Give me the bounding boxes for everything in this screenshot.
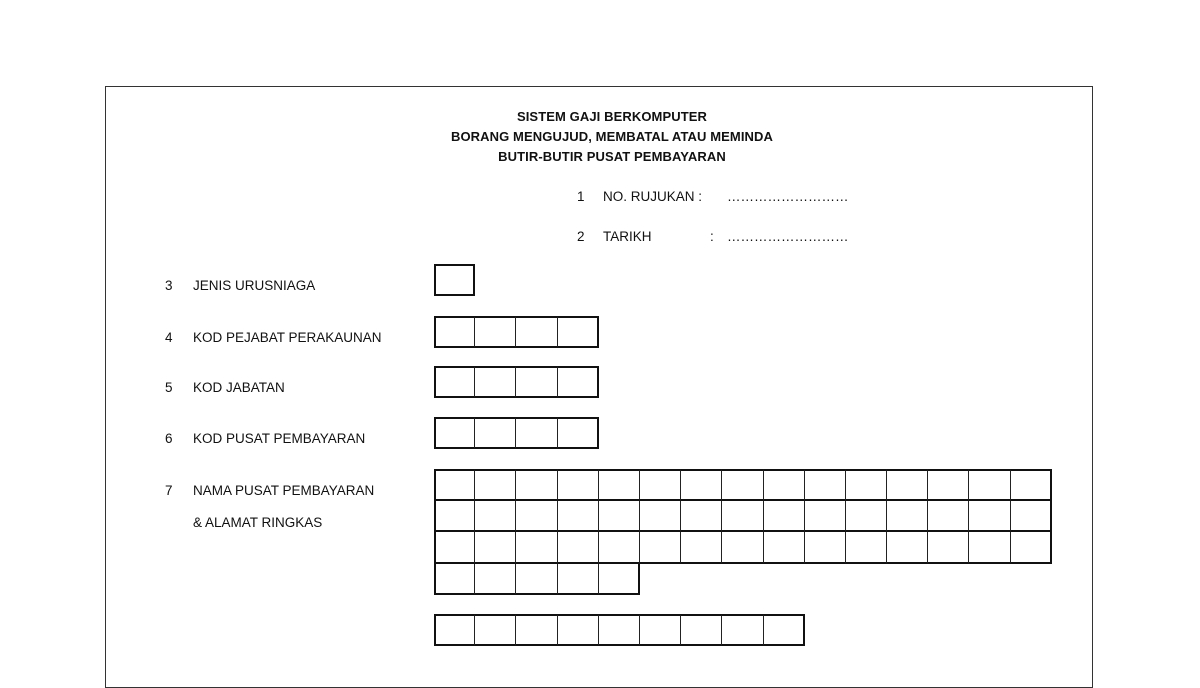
character-box[interactable]: [928, 469, 969, 501]
character-box[interactable]: [928, 501, 969, 533]
character-box[interactable]: [558, 316, 599, 348]
character-box[interactable]: [887, 469, 928, 501]
field-5-number: 5: [165, 380, 173, 395]
character-box[interactable]: [558, 564, 599, 596]
character-box[interactable]: [599, 532, 640, 564]
character-box[interactable]: [722, 501, 763, 533]
character-box[interactable]: [681, 501, 722, 533]
field-4-label: KOD PEJABAT PERAKAUNAN: [193, 330, 382, 345]
character-box[interactable]: [516, 501, 557, 533]
field-4-number: 4: [165, 330, 173, 345]
field-2-number: 2: [577, 229, 585, 244]
field-5-label: KOD JABATAN: [193, 380, 285, 395]
field-6-boxes: [434, 417, 599, 449]
character-box[interactable]: [887, 501, 928, 533]
character-box[interactable]: [558, 532, 599, 564]
character-box[interactable]: [599, 501, 640, 533]
character-box[interactable]: [846, 532, 887, 564]
character-box[interactable]: [434, 469, 475, 501]
reference-number-input[interactable]: ………………………: [727, 189, 849, 204]
character-box[interactable]: [558, 469, 599, 501]
field-7-number: 7: [165, 483, 173, 498]
field-7-boxes: [434, 469, 1052, 595]
character-box[interactable]: [558, 417, 599, 449]
character-box[interactable]: [764, 469, 805, 501]
field-3-number: 3: [165, 278, 173, 293]
form-title-1: SISTEM GAJI BERKOMPUTER: [516, 109, 708, 124]
character-box[interactable]: [516, 417, 557, 449]
character-box[interactable]: [558, 366, 599, 398]
field-7-label: NAMA PUSAT PEMBAYARAN: [193, 483, 375, 498]
character-box[interactable]: [516, 366, 557, 398]
character-box[interactable]: [928, 532, 969, 564]
form-title-3: BUTIR-BUTIR PUSAT PEMBAYARAN: [498, 149, 726, 164]
character-box[interactable]: [805, 532, 846, 564]
character-box[interactable]: [764, 532, 805, 564]
field-6-number: 6: [165, 431, 173, 446]
character-box[interactable]: [434, 417, 475, 449]
character-box[interactable]: [969, 532, 1010, 564]
character-box[interactable]: [475, 316, 516, 348]
character-box[interactable]: [475, 366, 516, 398]
character-box[interactable]: [1011, 532, 1052, 564]
date-input[interactable]: ………………………: [727, 229, 849, 244]
character-box[interactable]: [475, 501, 516, 533]
character-box[interactable]: [681, 469, 722, 501]
character-box[interactable]: [722, 469, 763, 501]
character-box[interactable]: [1011, 469, 1052, 501]
character-box[interactable]: [640, 532, 681, 564]
field-3-label: JENIS URUSNIAGA: [193, 278, 316, 293]
character-box[interactable]: [434, 264, 475, 296]
character-box[interactable]: [640, 469, 681, 501]
character-box[interactable]: [599, 564, 640, 596]
character-box[interactable]: [434, 501, 475, 533]
character-box[interactable]: [681, 532, 722, 564]
character-box[interactable]: [969, 469, 1010, 501]
character-box[interactable]: [516, 469, 557, 501]
character-box[interactable]: [846, 501, 887, 533]
character-box[interactable]: [475, 532, 516, 564]
character-box[interactable]: [434, 532, 475, 564]
character-box[interactable]: [516, 532, 557, 564]
field-7-label-2: & ALAMAT RINGKAS: [193, 515, 323, 530]
character-box[interactable]: [764, 501, 805, 533]
character-box[interactable]: [640, 501, 681, 533]
character-box[interactable]: [434, 564, 475, 596]
character-box[interactable]: [969, 501, 1010, 533]
character-box[interactable]: [887, 532, 928, 564]
character-box[interactable]: [805, 501, 846, 533]
field-4-boxes: [434, 316, 599, 348]
character-box[interactable]: [805, 469, 846, 501]
character-box[interactable]: [846, 469, 887, 501]
character-box[interactable]: [434, 366, 475, 398]
character-box[interactable]: [516, 316, 557, 348]
character-box[interactable]: [434, 316, 475, 348]
character-box[interactable]: [558, 501, 599, 533]
form-title-2: BORANG MENGUJUD, MEMBATAL ATAU MEMINDA: [450, 129, 774, 144]
character-box[interactable]: [475, 417, 516, 449]
character-box[interactable]: [516, 564, 557, 596]
character-box[interactable]: [722, 532, 763, 564]
field-2-label: TARIKH: [603, 229, 652, 244]
field-2-colon: :: [710, 229, 714, 244]
field-5-boxes: [434, 366, 599, 398]
character-box[interactable]: [1011, 501, 1052, 533]
character-box[interactable]: [475, 469, 516, 501]
character-box[interactable]: [475, 564, 516, 596]
field-1-number: 1: [577, 189, 585, 204]
field-3-boxes: [434, 264, 475, 296]
character-box[interactable]: [599, 469, 640, 501]
field-6-label: KOD PUSAT PEMBAYARAN: [193, 431, 366, 446]
field-1-label: NO. RUJUKAN :: [603, 189, 703, 204]
